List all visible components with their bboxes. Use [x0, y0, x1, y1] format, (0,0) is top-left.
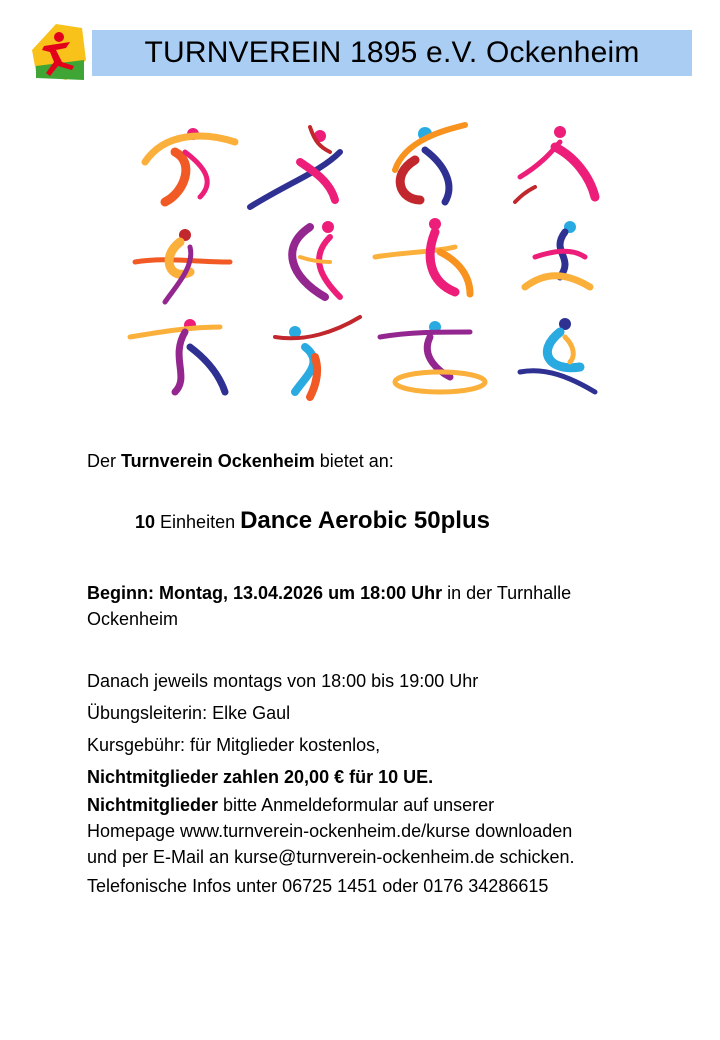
dancer-illustrations — [120, 112, 620, 412]
page-title: TURNVEREIN 1895 e.V. Ockenheim — [144, 36, 640, 69]
offer-line — [135, 506, 490, 537]
dancer-figure — [250, 127, 340, 207]
dancer-figure — [135, 229, 230, 302]
dancer-figure — [395, 125, 465, 202]
intro-suffix: bietet an: — [314, 451, 394, 471]
intro-line — [87, 448, 394, 474]
phone-line: Telefonische Infos unter 06725 1451 oder 0176 34286615 — [87, 876, 549, 896]
offer-unit: Einheiten — [155, 512, 241, 532]
dancer-figure — [145, 128, 235, 202]
dancer-figure — [130, 319, 225, 392]
registration-line — [87, 792, 494, 818]
club-logo-graphic — [26, 20, 90, 84]
dancer-figure — [525, 221, 590, 287]
instructor-line: Übungsleiterin: Elke Gaul — [87, 703, 291, 723]
dancer-figure — [515, 126, 595, 202]
club-logo — [26, 20, 90, 84]
dancer-figure — [275, 317, 360, 397]
registration-homepage-line: Homepage www.turnverein-ockenheim.de/kurse downloaden — [87, 821, 573, 841]
start-location: in der Turnhalle — [442, 583, 572, 603]
dancer-figure — [375, 218, 470, 294]
course-name: Dance Aerobic 50plus — [240, 507, 490, 534]
registration-label: Nichtmitglieder — [87, 795, 219, 815]
registration-text: bitte Anmeldeformular auf unserer — [218, 795, 495, 815]
start-location-line2: Ockenheim — [87, 609, 179, 629]
fee-line: Kursgebühr: für Mitglieder kostenlos, — [87, 735, 381, 755]
intro-prefix: Der — [87, 451, 122, 471]
start-date-time: Beginn: Montag, 13.04.2026 um 18:00 Uhr — [87, 583, 443, 603]
registration-email-line: und per E-Mail an kurse@turnverein-ockenheim.de schicken. — [87, 847, 575, 867]
start-info — [87, 580, 571, 606]
club-name: Turnverein Ockenheim — [121, 451, 315, 471]
offer-count: 10 — [135, 512, 156, 532]
dancer-figure — [292, 221, 340, 297]
title-banner — [92, 30, 692, 76]
dancer-figure — [380, 321, 485, 392]
dancer-figure — [520, 318, 595, 392]
schedule-line: Danach jeweils montags von 18:00 bis 19:00 Uhr — [87, 671, 479, 691]
nonmember-fee-line: Nichtmitglieder zahlen 20,00 € für 10 UE. — [87, 767, 434, 787]
